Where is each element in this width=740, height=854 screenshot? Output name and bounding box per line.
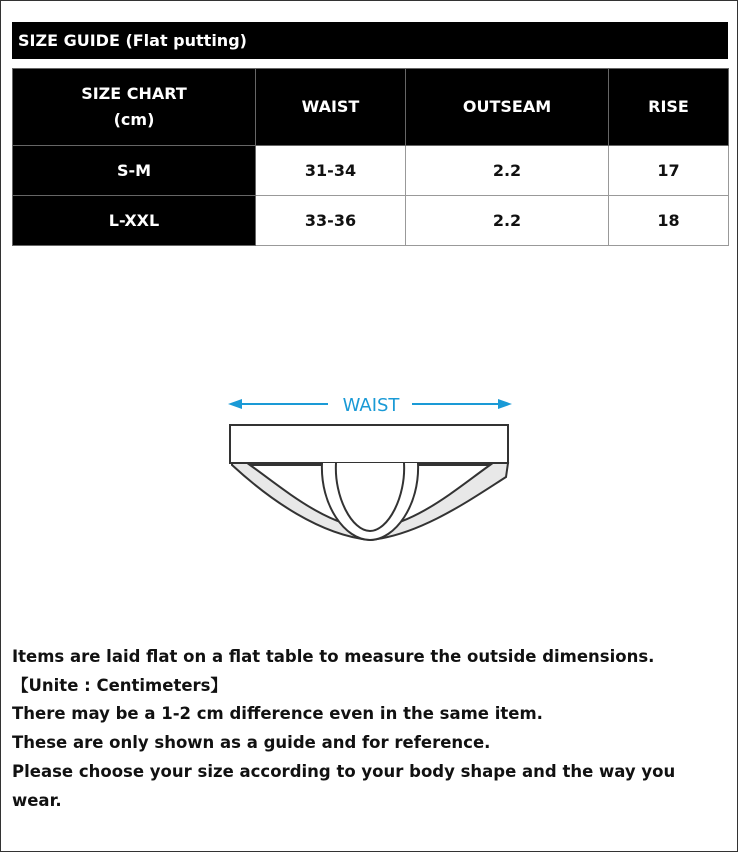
size-label: S-M	[13, 146, 256, 196]
underwear-diagram-icon	[220, 385, 520, 555]
measurement-notes	[12, 643, 728, 815]
note-line: These are only shown as a guide and for reference.	[12, 733, 491, 753]
waist-arrow-label: WAIST	[342, 395, 400, 416]
header-waist: WAIST	[256, 69, 406, 146]
outseam-value: 2.2	[406, 196, 609, 246]
note-line: Please choose your size according to your body shape and the way you wear.	[12, 761, 676, 810]
header-outseam: OUTSEAM	[406, 69, 609, 146]
rise-value: 17	[609, 146, 729, 196]
size-guide-header: SIZE GUIDE (Flat putting)	[12, 22, 728, 59]
header-rise: RISE	[609, 69, 729, 146]
waist-arrow-icon	[228, 395, 512, 416]
table-header-row	[13, 69, 729, 146]
note-line: There may be a 1-2 cm difference even in the same item.	[12, 704, 543, 724]
waistband-shape	[230, 425, 508, 463]
waist-value: 31-34	[256, 146, 406, 196]
rise-value: 18	[609, 196, 729, 246]
outseam-value: 2.2	[406, 146, 609, 196]
table-row	[13, 146, 729, 196]
header-size-chart-line1: SIZE CHART	[81, 83, 187, 103]
table-row	[13, 196, 729, 246]
note-line: 【Unite : Centimeters】	[12, 675, 227, 695]
note-line: Items are laid flat on a flat table to measure the outside dimensions.	[12, 647, 655, 666]
header-size-chart	[13, 69, 256, 146]
waist-value: 33-36	[256, 196, 406, 246]
header-size-chart-line2: (cm)	[113, 109, 155, 129]
size-chart-table	[12, 68, 729, 246]
size-label: L-XXL	[13, 196, 256, 246]
